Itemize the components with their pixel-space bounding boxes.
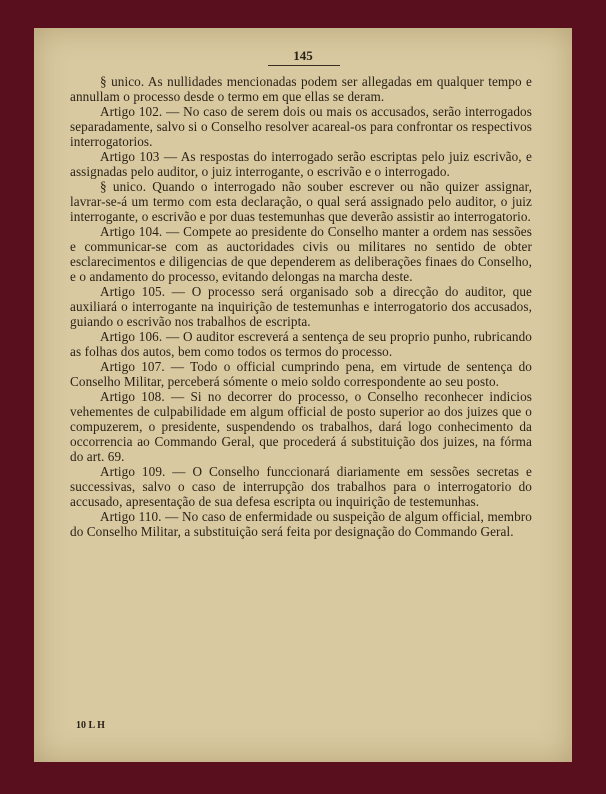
paragraph-artigo-106: Artigo 106. — O auditor escreverá a sentença de seu proprio punho, rubricando as folhas dos autos, bem como todos os termos do processo. (70, 329, 532, 359)
body-text (70, 74, 532, 539)
paragraph-artigo-103: Artigo 103 — As respostas do interrogado serão escriptas pelo juiz escrivão, e assignadas pelo auditor, o juiz interrogante, o escrivão e o interrogado. (70, 149, 532, 179)
paragraph-artigo-108: Artigo 108. — Si no decorrer do processo, o Conselho reconhecer indicios vehementes de culpabilidade em algum official de posto superior ao dos juizes que o compuzerem, o presidente, suspendendo os trabalhos, dará logo conhecimento da occorrencia ao Commando Geral, que procederá á substituição dos juizes, na fórma do art. 69. (70, 389, 532, 464)
paragraph-artigo-109: Artigo 109. — O Conselho funccionará diariamente em sessões secretas e successivas, salvo o caso de interrupção dos trabalhos para o interrogatorio do accusado, apresentação de sua defesa escripta ou inquirição de testemunhas. (70, 464, 532, 509)
paragraph-paragrafo-unico-assignatura: § unico. Quando o interrogado não souber escrever ou não quizer assignar, lavrar-se-á um termo com esta declaração, o qual será assignado pelo auditor, o juiz interrogante, o escrivão e por duas testemunhas que deverão assistir ao interrogatorio. (70, 179, 532, 224)
book-page (34, 28, 572, 762)
printer-signature-mark: 10 L H (76, 720, 105, 731)
page-number: 145 (293, 48, 313, 63)
paragraph-artigo-104: Artigo 104. — Compete ao presidente do Conselho manter a ordem nas sessões e communicar-se com as auctoridades civis ou militares no sentido de obter esclarecimentos e diligencias de que dependerem as deliberações finaes do Conselho, e o andamento do processo, evitando delongas na marcha deste. (70, 224, 532, 284)
paragraph-artigo-105: Artigo 105. — O processo será organisado sob a direcção do auditor, que auxiliará o interrogante na inquirição de testemunhas e interrogatorio dos accusados, guiando o escrivão nos trabalhos de escripta. (70, 284, 532, 329)
paragraph-artigo-110: Artigo 110. — No caso de enfermidade ou suspeição de algum official, membro do Conselho Militar, a substituição será feita por designação do Commando Geral. (70, 509, 532, 539)
paragraph-artigo-107: Artigo 107. — Todo o official cumprindo pena, em virtude de sentença do Conselho Militar, perceberá sómente o meio soldo correspondente ao seu posto. (70, 359, 532, 389)
page-number-rule (268, 65, 340, 66)
paragraph-artigo-102: Artigo 102. — No caso de serem dois ou mais os accusados, serão interrogados separadamente, salvo si o Conselho resolver acareal-os para confrontar os respectivos interrogatorios. (70, 104, 532, 149)
paragraph-paragrafo-unico-nullidades: § unico. As nullidades mencionadas podem ser allegadas em qualquer tempo e annullam o processo desde o termo em que ellas se deram. (70, 74, 532, 104)
